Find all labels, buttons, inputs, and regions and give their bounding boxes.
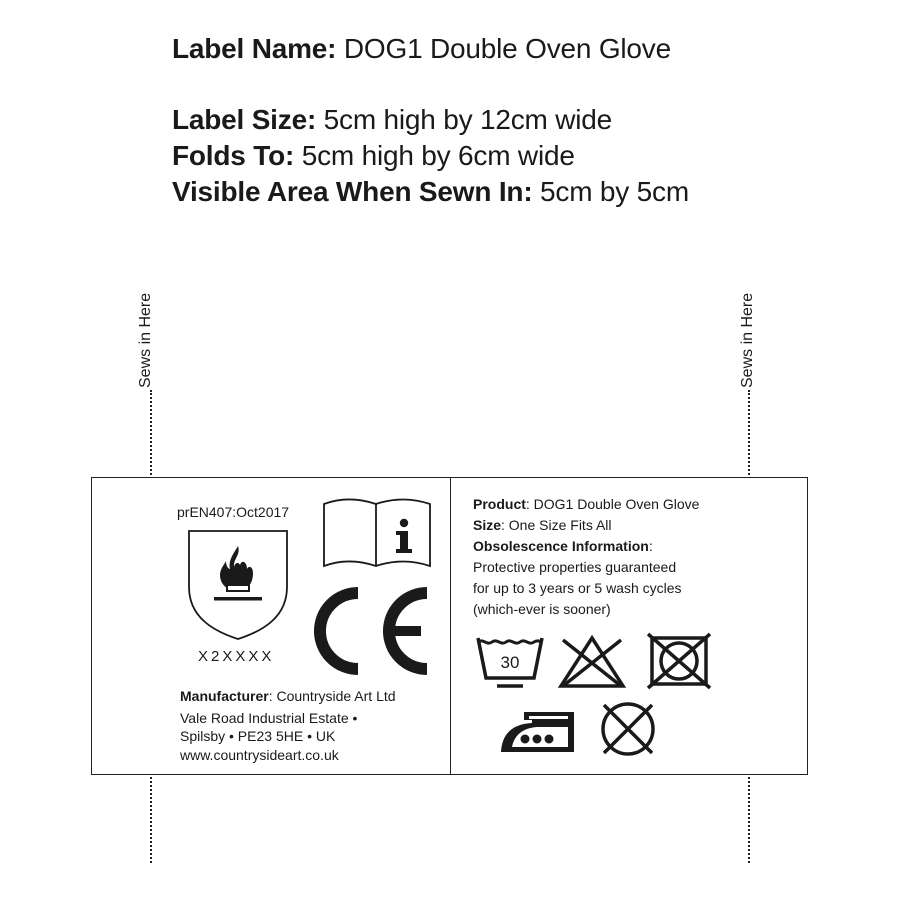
manufacturer-value: : Countryside Art Ltd	[268, 688, 396, 704]
obsolescence-line-2: for up to 3 years or 5 wash cycles	[473, 580, 682, 596]
label-fold-divider	[450, 477, 451, 775]
folds-to-key: Folds To:	[172, 140, 295, 171]
visible-area-value: 5cm by 5cm	[540, 176, 689, 207]
folds-to-line	[172, 139, 575, 173]
visible-area-line	[172, 175, 689, 209]
performance-code: X2XXXX	[198, 648, 275, 665]
website: www.countrysideart.co.uk	[180, 747, 339, 763]
obsolescence-heading	[473, 536, 653, 557]
label-name-key: Label Name:	[172, 33, 337, 64]
no-bleach-icon	[557, 634, 627, 690]
sew-label-left: Sews in Here	[137, 292, 154, 388]
ce-mark-icon	[303, 585, 433, 677]
label-size-key: Label Size:	[172, 104, 317, 135]
obsolescence-line-1: Protective properties guaranteed	[473, 559, 677, 575]
size-key: Size	[473, 517, 502, 533]
visible-area-key: Visible Area When Sewn In:	[172, 176, 533, 207]
label-size-value: 5cm high by 12cm wide	[323, 104, 613, 135]
iron-high-icon	[498, 708, 578, 756]
manufacturer-key: Manufacturer	[180, 688, 269, 704]
obsolescence-line-3: (which-ever is sooner)	[473, 601, 611, 617]
folds-to-value: 5cm high by 6cm wide	[301, 140, 575, 171]
no-dry-clean-icon	[597, 698, 659, 760]
product-key: Product	[473, 496, 526, 512]
sew-label-right: Sews in Here	[739, 292, 756, 388]
address-line-1: Vale Road Industrial Estate •	[180, 710, 358, 726]
size-value: : One Size Fits All	[501, 517, 612, 533]
standard-code: prEN407:Oct2017	[177, 504, 290, 520]
no-tumble-dry-icon	[646, 632, 712, 690]
wash-temp-label: 30	[500, 653, 520, 672]
obsolescence-key: Obsolescence Information	[473, 538, 649, 554]
wash-30-icon	[475, 636, 545, 690]
flame-shield-icon	[187, 529, 289, 641]
address-line-2: Spilsby • PE23 5HE • UK	[180, 728, 336, 744]
product-line	[473, 494, 699, 515]
size-line	[473, 515, 612, 536]
label-name-value: DOG1 Double Oven Glove	[343, 33, 671, 64]
label-name-line	[172, 32, 671, 66]
label-size-line	[172, 103, 612, 137]
manufacturer-line	[180, 686, 396, 707]
obsolescence-colon: :	[648, 538, 653, 554]
info-book-icon	[322, 496, 432, 572]
product-value: : DOG1 Double Oven Glove	[525, 496, 700, 512]
